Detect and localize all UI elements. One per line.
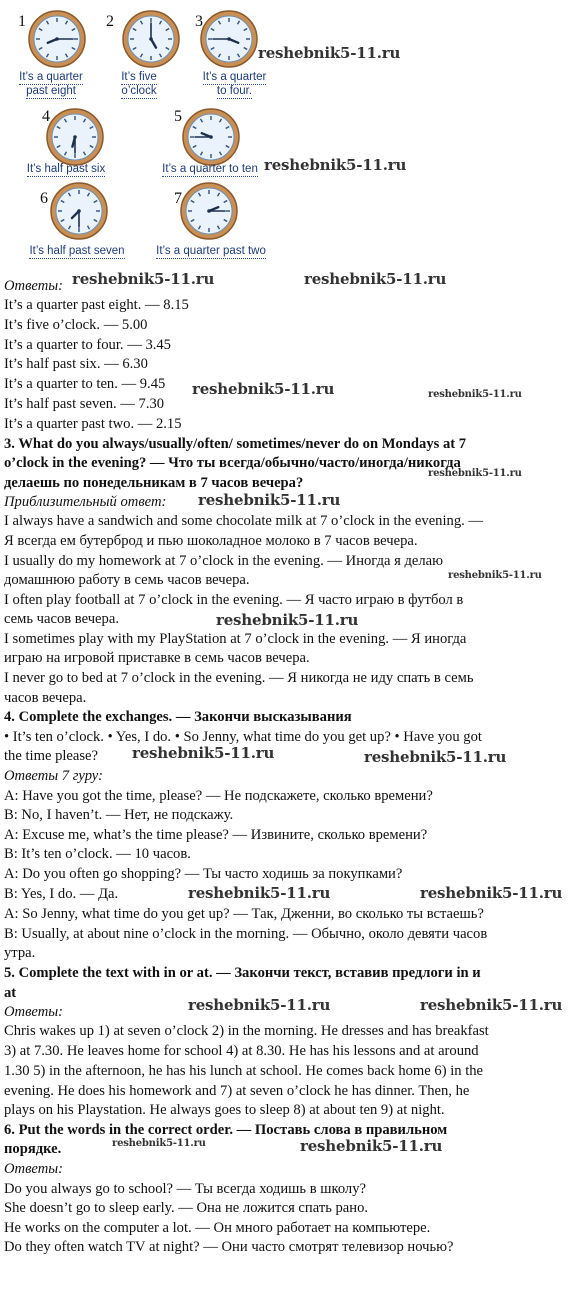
clock-5	[182, 108, 240, 166]
task-heading-line: 3. What do you always/usually/often/ sometimes/never do on Mondays at 7	[4, 436, 467, 452]
text-line: It’s a quarter to ten. — 9.45	[4, 376, 166, 392]
watermark: reshebnik5-11.ru	[192, 380, 335, 398]
text-line: I often play football at 7 o’clock in the evening. — Я часто играю в футбол в	[4, 592, 464, 608]
watermark: reshebnik5-11.ru	[364, 748, 507, 766]
text-line: Do you always go to school? — Ты всегда ходишь в школу?	[4, 1181, 366, 1197]
answers-label: Приблизительный ответ:	[4, 494, 167, 510]
clock-face-icon	[182, 108, 240, 166]
text-line: 3) at 7.30. He leaves home for school 4) at 8.30. He has his lessons and at around	[4, 1043, 479, 1059]
clock-4	[46, 108, 104, 166]
text-line: the time please?	[4, 748, 99, 764]
task-heading-line: o’clock in the evening? — Что ты всегда/обычно/часто/иногда/никогда	[4, 455, 461, 471]
clock-1	[28, 10, 86, 68]
text-line: Do they often watch TV at night? — Они часто смотрят телевизор ночью?	[4, 1239, 454, 1255]
watermark: reshebnik5-11.ru	[112, 1138, 206, 1149]
text-line: B: No, I haven’t. — Нет, не подскажу.	[4, 807, 234, 823]
text-line: He works on the computer a lot. — Он много работает на компьютере.	[4, 1220, 431, 1236]
clock-face-icon	[50, 182, 108, 240]
task-heading-line: делаешь по понедельникам в 7 часов вечера?	[4, 475, 304, 491]
clock-caption: It’s five o’clock	[121, 71, 157, 97]
watermark: reshebnik5-11.ru	[216, 611, 359, 629]
text-line: 1.30 5) in the afternoon, he has his lunch at school. He comes back home 6) in the	[4, 1063, 484, 1079]
clock-number: 4	[42, 108, 50, 125]
text-line: evening. He does his homework and 7) at seven o’clock he has dinner. Then, he	[4, 1083, 470, 1099]
clock-face-icon	[46, 108, 104, 166]
watermark: reshebnik5-11.ru	[198, 491, 341, 509]
clock-7	[180, 182, 238, 240]
text-line: A: Have you got the time, please? — Не подскажете, сколько времени?	[4, 788, 433, 804]
clock-caption: It’s half past six	[26, 163, 106, 175]
watermark: reshebnik5-11.ru	[72, 270, 215, 288]
clock-caption: It’s a quarter past eight	[19, 71, 83, 97]
watermark: reshebnik5-11.ru	[258, 44, 401, 62]
watermark: reshebnik5-11.ru	[264, 156, 407, 174]
watermark: reshebnik5-11.ru	[188, 884, 331, 902]
text-line: утра.	[4, 945, 36, 961]
clock-3	[200, 10, 258, 68]
task-heading-line: 4. Complete the exchanges. — Закончи высказывания	[4, 709, 352, 725]
task-heading-line: 6. Put the words in the correct order. — Поставь слова в правильном	[4, 1122, 448, 1138]
text-line: I usually do my homework at 7 o’clock in the evening. — Иногда я делаю	[4, 553, 444, 569]
answers-label: Ответы:	[4, 1161, 63, 1177]
text-line: домашнюю работу в семь часов вечера.	[4, 572, 250, 588]
watermark: reshebnik5-11.ru	[428, 389, 522, 400]
clock-caption: It’s a quarter past two	[156, 245, 266, 257]
clock-number: 5	[174, 108, 182, 125]
watermark: reshebnik5-11.ru	[428, 468, 522, 479]
text-line: Chris wakes up 1) at seven o’clock 2) in the morning. He dresses and has breakfast	[4, 1023, 489, 1039]
text-line: I sometimes play with my PlayStation at 7 o’clock in the evening. — Я иногда	[4, 631, 467, 647]
text-line: A: Excuse me, what’s the time please? — Извините, сколько времени?	[4, 827, 428, 843]
text-line: A: So Jenny, what time do you get up? — Так, Дженни, во сколько ты встаешь?	[4, 906, 484, 922]
clock-caption: It’s a quarter to ten	[162, 163, 258, 175]
answers-label: Ответы:	[4, 1004, 63, 1020]
watermark: reshebnik5-11.ru	[420, 996, 563, 1014]
clock-face-icon	[200, 10, 258, 68]
clock-face-icon	[180, 182, 238, 240]
text-line: Я всегда ем бутерброд и пью шоколадное молоко в 7 часов вечера.	[4, 533, 418, 549]
watermark: reshebnik5-11.ru	[300, 1137, 443, 1155]
watermark: reshebnik5-11.ru	[304, 270, 447, 288]
clock-number: 3	[195, 13, 203, 30]
answers-label: Ответы:	[4, 278, 63, 294]
text-line: plays on his Playstation. He always goes to sleep 8) at about ten 9) at night.	[4, 1102, 445, 1118]
text-line: B: It’s ten o’clock. — 10 часов.	[4, 846, 191, 862]
task-heading-line: 5. Complete the text with in or at. — Закончи текст, вставив предлоги in и	[4, 965, 481, 981]
watermark: reshebnik5-11.ru	[188, 996, 331, 1014]
text-line: I never go to bed at 7 o’clock in the evening. — Я никогда не иду спать в семь	[4, 670, 474, 686]
watermark: reshebnik5-11.ru	[420, 884, 563, 902]
text-line: A: Do you often go shopping? — Ты часто ходишь за покупками?	[4, 866, 403, 882]
watermark: reshebnik5-11.ru	[448, 570, 542, 581]
clock-6	[50, 182, 108, 240]
text-line: It’s half past seven. — 7.30	[4, 396, 165, 412]
clock-2	[122, 10, 180, 68]
clock-face-icon	[122, 10, 180, 68]
clock-number: 6	[40, 190, 48, 207]
clock-number: 7	[174, 190, 182, 207]
text-line: It’s a quarter past two. — 2.15	[4, 416, 182, 432]
text-line: It’s a quarter to four. — 3.45	[4, 337, 171, 353]
text-line: часов вечера.	[4, 690, 87, 706]
text-line: It’s five o’clock. — 5.00	[4, 317, 148, 333]
answers-label: Ответы 7 гуру:	[4, 768, 103, 784]
task-heading-line: порядке.	[4, 1141, 62, 1157]
task-heading-line: at	[4, 985, 17, 1001]
watermark: reshebnik5-11.ru	[132, 744, 275, 762]
text-line: B: Yes, I do. — Да.	[4, 886, 119, 902]
text-line: • It’s ten o’clock. • Yes, I do. • So Jenny, what time do you get up? • Have you got	[4, 729, 482, 745]
text-line: It’s a quarter past eight. — 8.15	[4, 297, 189, 313]
clock-caption: It’s half past seven	[29, 245, 125, 257]
text-line: B: Usually, at about nine o’clock in the morning. — Обычно, около девяти часов	[4, 926, 488, 942]
text-line: It’s half past six. — 6.30	[4, 356, 148, 372]
text-line: семь часов вечера.	[4, 611, 119, 627]
clock-number: 2	[106, 13, 114, 30]
clock-caption: It’s a quarter to four.	[202, 71, 267, 97]
text-line: играю на игровой приставке в семь часов вечера.	[4, 650, 310, 666]
text-line: She doesn’t go to sleep early. — Она не ложится спать рано.	[4, 1200, 369, 1216]
clock-number: 1	[18, 13, 26, 30]
clock-face-icon	[28, 10, 86, 68]
text-line: I always have a sandwich and some chocolate milk at 7 o’clock in the evening. —	[4, 513, 484, 529]
